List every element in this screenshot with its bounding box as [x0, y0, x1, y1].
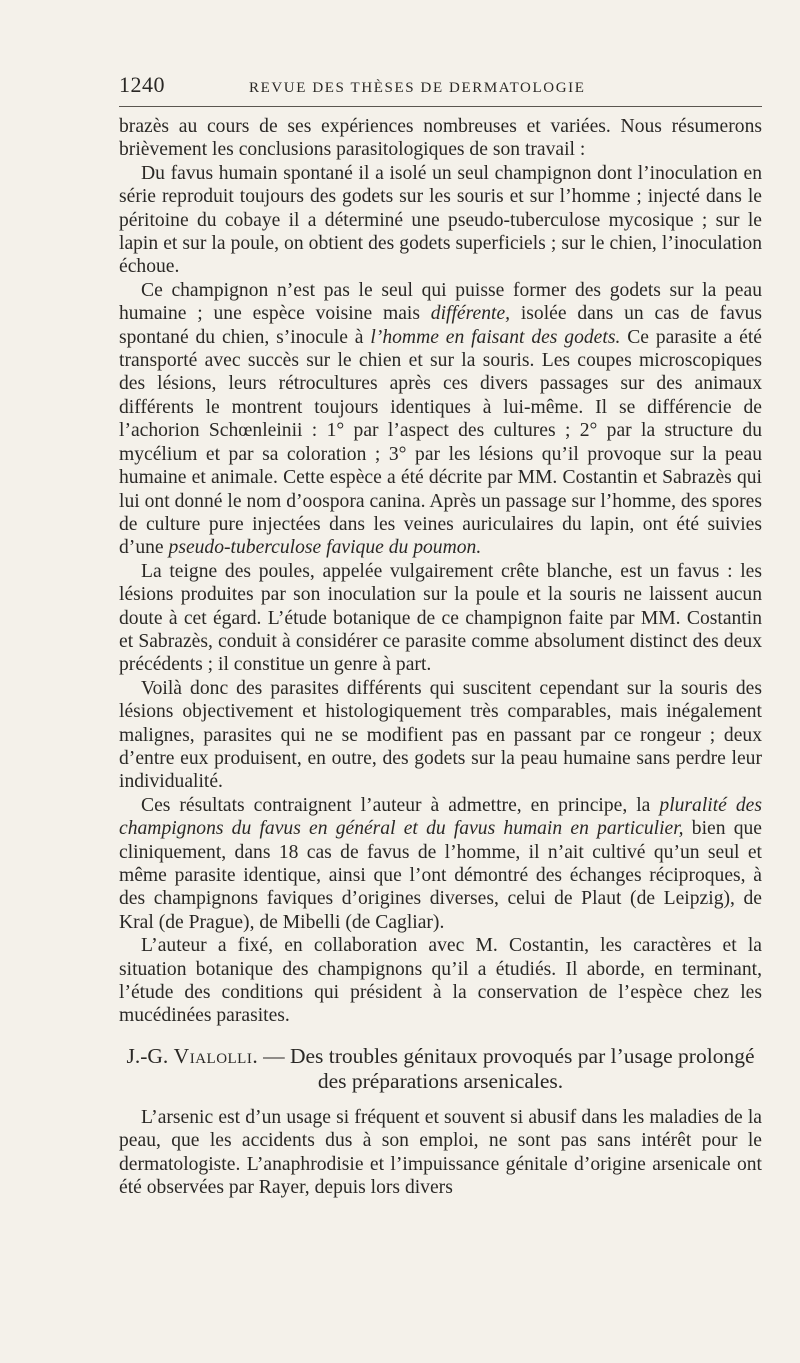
paragraph: [119, 934, 762, 1028]
paragraph: [119, 1106, 762, 1200]
paragraph: [119, 279, 762, 560]
body-text: [119, 115, 762, 1028]
italic-text: pluralité des champignons du favus en général et du favus humain en particulier,: [119, 794, 762, 840]
body-text-article: [119, 1106, 762, 1200]
article-title: . — Des troubles génitaux provoqués par l’usage prolongé des préparations arsenicales.: [252, 1043, 755, 1093]
text-run: L’arsenic est d’un usage si fréquent et souvent si abusif dans les maladies de la peau, que les accidents dus à son emploi, ne sont pas sans intérêt pour le dermatologiste. L’anaphrodisie et l’impuissance génitale d’origine arsenicale ont été observées par Rayer, depuis lors divers: [119, 1106, 762, 1199]
italic-text: pseudo-tuberculose favique du poumon.: [168, 537, 482, 559]
paragraph: [119, 677, 762, 794]
paragraph: [119, 794, 762, 934]
page-header: [119, 72, 762, 107]
text-run: L’auteur a fixé, en collaboration avec M. Costantin, les caractères et la situation botanique des champignons qu’il a étudiés. Il aborde, en terminant, l’étude des conditions qui président à la conservation de l’espèce chez les mucédinées parasites.: [119, 935, 762, 1027]
article-heading: [119, 1044, 762, 1094]
author-surname: Vialolli: [173, 1043, 253, 1068]
author-initials: J.-G.: [126, 1043, 174, 1068]
text-run: Ce parasite a été transporté avec succès sur le chien et sur la souris. Les coupes microscopiques des lésions, leurs rétrocultures après ces divers passages sur des animaux différents le montrent toujours identiques à lui-même. Il se différencie de l’achorion Schœnleinii : 1° par l’aspect des cultures ; 2° par la structure du mycélium et par sa coloration ; 3° par les lésions qu’il provoque sur la peau humaine et animale. Cette espèce a été décrite par MM. Costantin et Sabrazès qui lui ont donné le nom d’oospora canina. Après un passage sur l’homme, des spores de culture pure injectées dans les veines auriculaires du lapin, ont été suivies d’une: [119, 326, 762, 559]
text-run: Ces résultats contraignent l’auteur à admettre, en principe, la: [141, 794, 660, 816]
italic-text: l’homme en faisant des godets.: [370, 326, 621, 348]
text-run: Ce champignon n’est pas le seul qui puisse former des godets sur la peau humaine ; une espèce voisine mais: [119, 279, 762, 325]
text-run: Voilà donc des parasites différents qui suscitent cependant sur la souris des lésions objectivement et histologiquement très comparables, mais inégalement malignes, parasites qui ne se modifient pas en passant par ce rongeur ; deux d’entre eux produisent, en outre, des godets sur la peau humaine sans perdre leur individualité.: [119, 677, 762, 793]
text-run: La teigne des poules, appelée vulgairement crête blanche, est un favus : les lésions produites par son inoculation sur la poule et la souris ne laissent aucun doute à cet égard. L’étude botanique de ce champignon faite par MM. Costantin et Sabrazès, conduit à considérer ce parasite comme absolument distinct des deux précédents ; il constitue un genre à part.: [119, 560, 762, 676]
page-number: 1240: [119, 72, 165, 97]
paragraph: [119, 115, 762, 162]
paragraph: [119, 560, 762, 677]
running-title: REVUE DES THÈSES DE DERMATOLOGIE: [249, 80, 586, 96]
text-run: bien que cliniquement, dans 18 cas de favus de l’homme, il n’ait cultivé qu’un seul et même parasite identique, ainsi que l’ont démontré des échanges réciproques, à des champignons faviques d’origines diverses, celui de Plaut (de Leipzig), de Kral (de Prague), de Mibelli (de Cagliar).: [119, 818, 762, 933]
paragraph: [119, 162, 762, 279]
italic-text: différente,: [430, 303, 511, 325]
text-run: brazès au cours de ses expériences nombreuses et variées. Nous résumerons brièvement les conclusions parasitologiques de son travail :: [119, 116, 762, 161]
text-run: isolée dans un cas de favus spontané du chien, s’inocule à: [119, 303, 762, 348]
text-run: Du favus humain spontané il a isolé un seul champignon dont l’inoculation en série reproduit toujours des godets sur les souris et sur l’homme ; injecté dans le péritoine du cobaye il a déterminé une pseudo-tuberculose mycosique ; sur le lapin et sur la poule, on obtient des godets superficiels ; sur le chien, l’inoculation échoue.: [119, 162, 762, 278]
